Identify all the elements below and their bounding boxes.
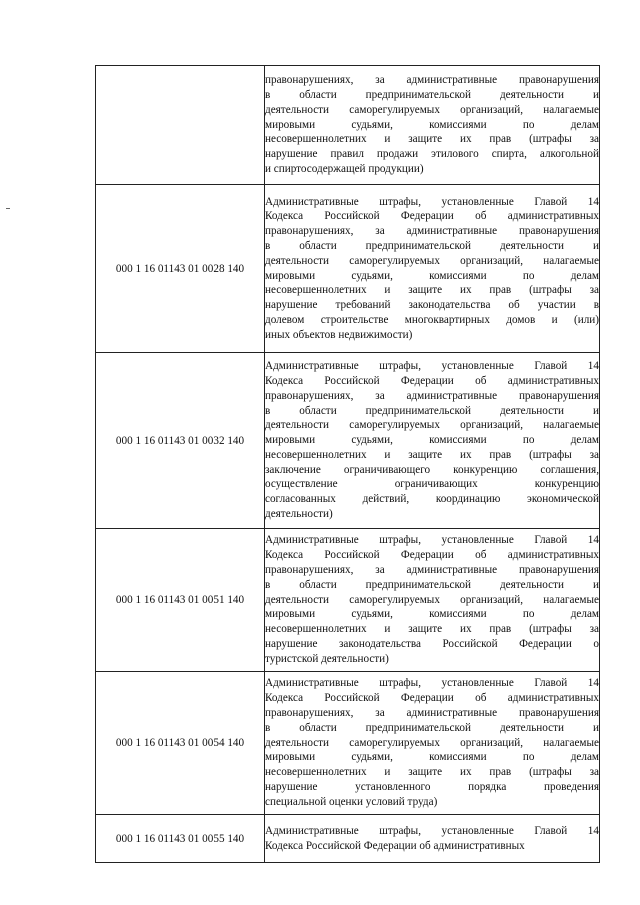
description-line: в области предпринимательской деятельности и — [265, 239, 599, 252]
description-line: осуществление ограничивающих конкуренцию — [265, 478, 599, 491]
description-line: правонарушениях, за административные правонарушения — [265, 225, 599, 238]
description-line: Кодекса Российской Федерации об административных — [265, 210, 599, 223]
description-line: деятельности саморегулируемых организаций, налагаемые — [265, 103, 599, 116]
description-line: нарушение требований законодательства об участии в — [265, 299, 599, 312]
revenue-description — [265, 66, 600, 185]
description-line: Кодекса Российской Федерации об административных — [265, 839, 525, 852]
table-body — [96, 66, 600, 863]
description-line: несовершеннолетних и защите их прав (штрафы за — [265, 623, 599, 636]
description-line: Административные штрафы, установленные Главой 14 — [265, 824, 599, 837]
classification-code: 000 1 16 01143 01 0055 140 — [96, 815, 265, 863]
description-line: долевом строительстве многоквартирных домов и (или) — [265, 313, 599, 326]
description-line: нарушение законодательства Российской Федерации о — [265, 637, 599, 650]
table-row — [96, 672, 600, 815]
description-line: правонарушениях, за административные правонарушения — [265, 707, 599, 719]
description-line: мировыми судьями, комиссиями по делам — [265, 269, 599, 282]
budget-classification-table — [95, 65, 600, 863]
description-line: мировыми судьями, комиссиями по делам — [265, 434, 599, 447]
description-line: специальной оценки условий труда) — [265, 795, 438, 808]
description-line: в области предпринимательской деятельности и — [265, 89, 599, 101]
description-line: деятельности саморегулируемых организаций, налагаемые — [265, 254, 599, 267]
table-row — [96, 185, 600, 353]
description-line: деятельности саморегулируемых организаций, налагаемые — [265, 419, 599, 432]
description-line: деятельности саморегулируемых организаций, налагаемые — [265, 593, 599, 606]
description-line: мировыми судьями, комиссиями по делам — [265, 608, 599, 621]
description-line: Административные штрафы, установленные Главой 14 — [265, 534, 599, 547]
description-line: Кодекса Российской Федерации об административных — [265, 374, 599, 387]
classification-code: 000 1 16 01143 01 0054 140 — [96, 672, 265, 815]
description-line: туристской деятельности) — [265, 652, 389, 665]
table-row — [96, 353, 600, 529]
description-line: деятельности) — [265, 508, 333, 521]
description-line: Кодекса Российской Федерации об административных — [265, 692, 599, 705]
table-row — [96, 815, 600, 863]
description-line: в области предпринимательской деятельности и — [265, 721, 599, 734]
description-line: в области предпринимательской деятельности и — [265, 578, 599, 591]
classification-code — [96, 66, 265, 185]
description-line: несовершеннолетних и защите их прав (штрафы за — [265, 448, 599, 461]
description-line: согласованных действий, координацию экономической — [265, 493, 599, 506]
description-line: правонарушениях, за административные правонарушения — [265, 389, 599, 402]
description-line: мировыми судьями, комиссиями по делам — [265, 751, 599, 764]
description-line: Административные штрафы, установленные Главой 14 — [265, 195, 599, 208]
revenue-description — [265, 185, 600, 353]
revenue-description — [265, 529, 600, 672]
classification-code: 000 1 16 01143 01 0032 140 — [96, 353, 265, 529]
classification-code: 000 1 16 01143 01 0051 140 — [96, 529, 265, 672]
description-line: нарушение правил продажи этилового спирта, алкогольной — [265, 148, 599, 161]
revenue-description — [265, 672, 600, 815]
description-line: несовершеннолетних и защите их прав (штрафы за — [265, 284, 599, 297]
description-line: правонарушениях, за административные правонарушения — [265, 74, 599, 87]
description-line: и спиртосодержащей продукции) — [265, 162, 424, 175]
description-line: несовершеннолетних и защите их прав (штрафы за — [265, 766, 599, 779]
description-line: нарушение установленного порядка проведения — [265, 780, 599, 793]
description-line: в области предпринимательской деятельности и — [265, 404, 599, 417]
table-row — [96, 66, 600, 185]
revenue-description — [265, 815, 600, 863]
description-line: несовершеннолетних и защите их прав (штрафы за — [265, 133, 599, 146]
description-line: Административные штрафы, установленные Главой 14 — [265, 360, 599, 373]
description-line: мировыми судьями, комиссиями по делам — [265, 118, 599, 131]
margin-mark — [6, 208, 10, 209]
description-line: Административные штрафы, установленные Главой 14 — [265, 677, 599, 690]
description-line: заключение ограничивающего конкуренцию соглашения, — [265, 463, 599, 476]
description-line: иных объектов недвижимости) — [265, 328, 413, 341]
classification-code: 000 1 16 01143 01 0028 140 — [96, 185, 265, 353]
table-row — [96, 529, 600, 672]
description-line: деятельности саморегулируемых организаций, налагаемые — [265, 736, 599, 749]
description-line: правонарушениях, за административные правонарушения — [265, 564, 599, 576]
description-line: Кодекса Российской Федерации об административных — [265, 549, 599, 562]
revenue-description — [265, 353, 600, 529]
